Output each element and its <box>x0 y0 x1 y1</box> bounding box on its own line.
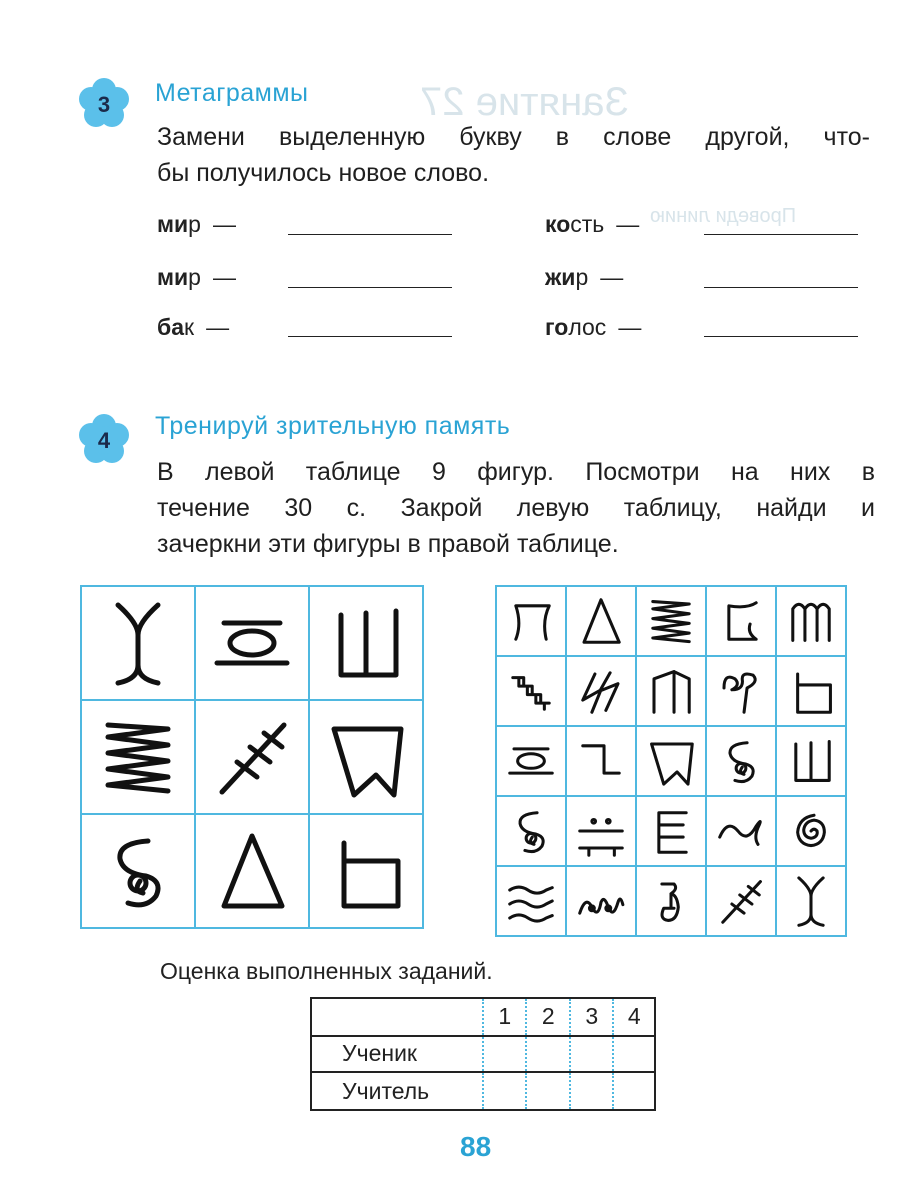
right-figure-cell[interactable] <box>496 796 566 866</box>
pi-arch-icon <box>497 587 565 655</box>
assessment-row-student: Ученик <box>312 1036 483 1073</box>
section-4-text-line-3: зачеркни эти фигуры в правой таблице. <box>157 530 619 558</box>
metagram-word-2: ми р — <box>157 264 236 290</box>
ghost-subheading: Проведи линию <box>650 205 797 227</box>
omega-hook-icon <box>707 657 775 725</box>
left-figure-table <box>80 585 424 929</box>
section-4-text-line-1: В левой таблице 9 фигур. Посмотри на них в <box>157 458 875 486</box>
right-figure-cell[interactable] <box>496 866 566 936</box>
right-figure-cell[interactable] <box>636 656 706 726</box>
right-figure-cell[interactable] <box>496 656 566 726</box>
left-figure-cell[interactable] <box>81 814 195 928</box>
triangle-icon <box>196 815 308 927</box>
right-figure-cell[interactable] <box>776 586 846 656</box>
left-figure-cell[interactable] <box>195 586 309 700</box>
svg-text:4: 4 <box>97 428 111 453</box>
flower-icon <box>76 412 132 468</box>
waves-icon <box>497 867 565 935</box>
metagram-word-3: ба к — <box>157 314 230 340</box>
student-score-cell[interactable] <box>613 1036 654 1073</box>
right-figure-cell[interactable] <box>776 726 846 796</box>
section-4-text-line-2: течение 30 с. Закрой левую таблицу, найди и <box>157 494 875 522</box>
circle-lines-icon <box>497 727 565 795</box>
right-figure-cell[interactable] <box>706 866 776 936</box>
right-figure-cell[interactable] <box>776 866 846 936</box>
left-figure-cell[interactable] <box>309 700 423 814</box>
answer-blank-6[interactable] <box>704 336 858 337</box>
metagram-word-6: го лос — <box>545 314 642 340</box>
section-3-badge <box>76 76 132 132</box>
circle-lines-icon <box>196 587 308 699</box>
assessment-col-2: 2 <box>526 999 569 1036</box>
steps-icon <box>497 657 565 725</box>
rect-tail-icon <box>777 657 845 725</box>
lightning-icon <box>567 657 635 725</box>
page-number: 88 <box>460 1131 492 1162</box>
right-figure-cell[interactable] <box>706 656 776 726</box>
right-figure-cell[interactable] <box>566 656 636 726</box>
c-bracket-icon <box>707 587 775 655</box>
pennant-icon <box>310 701 422 813</box>
left-figure-cell[interactable] <box>309 586 423 700</box>
section-4-badge <box>76 412 132 468</box>
flower-icon <box>76 76 132 132</box>
spiral-icon <box>777 797 845 865</box>
right-figure-cell[interactable] <box>566 586 636 656</box>
step-line-icon <box>567 727 635 795</box>
rect-tail-icon <box>310 815 422 927</box>
metagram-word-1: ми р — <box>157 211 236 237</box>
flag-m-icon <box>637 657 705 725</box>
right-figure-cell[interactable] <box>776 796 846 866</box>
zigzag-icon <box>82 701 194 813</box>
answer-blank-4[interactable] <box>704 234 858 235</box>
wave-loop-icon <box>707 797 775 865</box>
answer-blank-2[interactable] <box>288 287 452 288</box>
s-curl-icon <box>82 815 194 927</box>
right-figure-cell[interactable] <box>706 796 776 866</box>
loops-icon <box>567 867 635 935</box>
assessment-row-teacher: Учитель <box>312 1072 483 1109</box>
right-figure-table <box>495 585 847 937</box>
left-figure-cell[interactable] <box>195 700 309 814</box>
right-figure-cell[interactable] <box>496 726 566 796</box>
left-figure-cell[interactable] <box>309 814 423 928</box>
hook-e-icon <box>637 867 705 935</box>
section-3-text-line-1: Замени выделенную букву в слове другой, что- <box>157 123 870 151</box>
metagram-word-5: жи р — <box>545 264 624 290</box>
assessment-col-3: 3 <box>570 999 613 1036</box>
svg-text:3: 3 <box>97 92 111 117</box>
pennant-icon <box>637 727 705 795</box>
left-figure-cell[interactable] <box>195 814 309 928</box>
right-figure-cell[interactable] <box>566 726 636 796</box>
section-3-title: Метаграммы <box>155 79 309 107</box>
right-figure-cell[interactable] <box>496 586 566 656</box>
student-score-cell[interactable] <box>526 1036 569 1073</box>
assessment-table <box>310 997 656 1111</box>
crossed-line-icon <box>196 701 308 813</box>
student-score-cell[interactable] <box>483 1036 526 1073</box>
teacher-score-cell[interactable] <box>526 1072 569 1109</box>
teacher-score-cell[interactable] <box>483 1072 526 1109</box>
right-figure-cell[interactable] <box>636 586 706 656</box>
metagram-word-4: ко сть — <box>545 211 640 237</box>
crossed-line-icon <box>707 867 775 935</box>
m-arches-icon <box>777 587 845 655</box>
zigzag-icon <box>637 587 705 655</box>
answer-blank-1[interactable] <box>288 234 452 235</box>
assessment-col-4: 4 <box>613 999 654 1036</box>
right-figure-cell[interactable] <box>706 586 776 656</box>
u-bracket-icon <box>777 727 845 795</box>
y-fork-icon <box>777 867 845 935</box>
answer-blank-3[interactable] <box>288 336 452 337</box>
answer-blank-5[interactable] <box>704 287 858 288</box>
student-score-cell[interactable] <box>570 1036 613 1073</box>
dots-lines-icon <box>567 797 635 865</box>
section-4-title: Тренируй зрительную память <box>155 412 511 440</box>
assessment-title: Оценка выполненных заданий. <box>160 958 493 984</box>
left-figure-cell[interactable] <box>81 586 195 700</box>
section-3-text-line-2: бы получилось новое слово. <box>157 159 490 187</box>
s-curl-icon <box>707 727 775 795</box>
right-figure-cell[interactable] <box>566 866 636 936</box>
right-figure-cell[interactable] <box>636 726 706 796</box>
right-figure-cell[interactable] <box>636 866 706 936</box>
triangle-icon <box>567 587 635 655</box>
assessment-col-1: 1 <box>483 999 526 1036</box>
left-figure-cell[interactable] <box>81 700 195 814</box>
right-figure-cell[interactable] <box>636 796 706 866</box>
e-comb-icon <box>637 797 705 865</box>
right-figure-cell[interactable] <box>706 726 776 796</box>
y-fork-icon <box>82 587 194 699</box>
teacher-score-cell[interactable] <box>613 1072 654 1109</box>
u-bracket-icon <box>310 587 422 699</box>
teacher-score-cell[interactable] <box>570 1072 613 1109</box>
right-figure-cell[interactable] <box>566 796 636 866</box>
right-figure-cell[interactable] <box>776 656 846 726</box>
ghost-heading: Занятие 27 <box>420 80 629 124</box>
s-curl-icon <box>497 797 565 865</box>
